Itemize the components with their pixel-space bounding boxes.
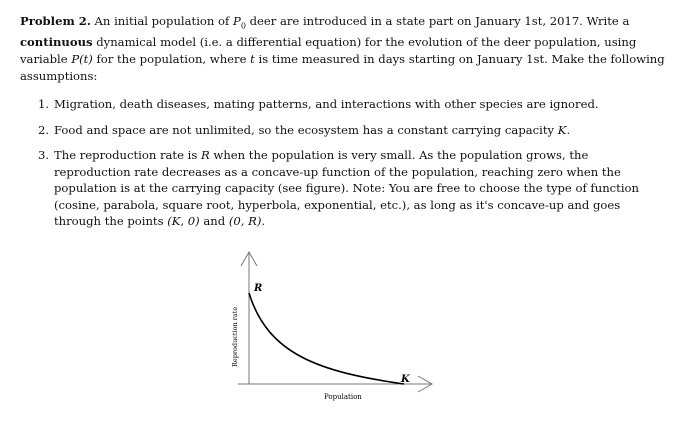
x-axis-title: Population: [324, 393, 362, 401]
item-text-a: Food and space are not unlimited, so the ecosystem has a constant carrying capacity: [54, 122, 558, 137]
item-number: 1.: [38, 97, 50, 111]
item-text-d: .: [261, 214, 266, 228]
t-symbol: t: [250, 52, 255, 67]
reproduction-curve: [249, 293, 404, 384]
point-0r: (0, R): [228, 214, 262, 228]
item-text-b: when the population is very small. As the population grows, the reproduction rate decreases as a concave-up function of the population, reaching zero when the population is at the carrying capacity (see figure). Note: You are free to choose the type of function (cosine, parabola, square root, hyperbola, exponential, etc.), as long as it's concave-up and goes through the points: [54, 148, 639, 228]
continuous-word: continuous: [20, 35, 93, 50]
problem-text-d: for the population, where: [92, 52, 251, 67]
problem-text-b: deer are introduced in a state part on January 1st, 2017. Write a: [245, 14, 630, 28]
item-text-b: .: [566, 122, 571, 137]
problem-text-a: An initial population of: [94, 14, 233, 28]
item-number: 3.: [38, 148, 50, 162]
pt-symbol: P(t): [71, 52, 93, 67]
p0-symbol: P: [233, 14, 241, 28]
point-k0: (K, 0): [167, 214, 200, 228]
p0-subscript: 0: [240, 21, 246, 31]
problem-text-e: is time measured in days starting on January 1st. Make the following assumptions:: [20, 52, 665, 84]
problem-label: Problem 2.: [20, 14, 91, 28]
k-symbol: K: [557, 122, 567, 137]
item-text-c: and: [199, 214, 229, 228]
problem-text-c: dynamical model (i.e. a differential equation) for the evolution of the deer population, using variable: [20, 35, 637, 67]
item-text-a: The reproduction rate is: [54, 148, 201, 162]
r-symbol: R: [200, 148, 210, 162]
y-axis-title: Reproduction rate: [231, 306, 239, 367]
item-text: Migration, death diseases, mating patterns, and interactions with other species are ignored.: [54, 97, 599, 111]
k-axis-label: K: [401, 374, 410, 385]
item-number: 2.: [38, 122, 50, 137]
r-axis-label: R: [254, 283, 263, 294]
